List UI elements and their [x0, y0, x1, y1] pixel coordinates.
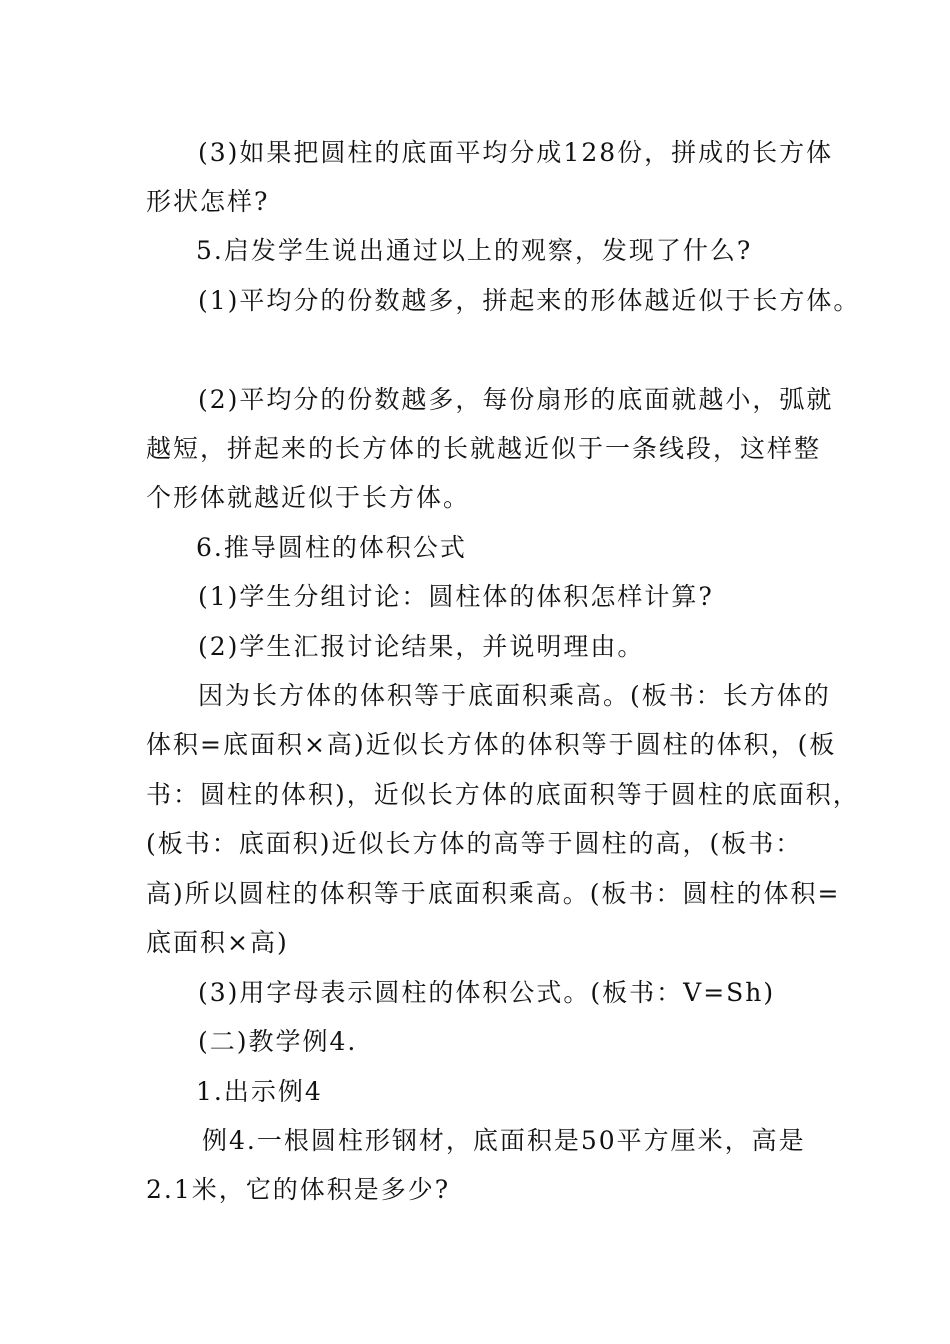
text-line: 个形体就越近似于长方体。 — [146, 483, 471, 512]
text-line: (2)平均分的份数越多，每份扇形的底面就越小，弧就 — [198, 385, 834, 414]
text-line: 底面积×高) — [146, 928, 289, 957]
text-line: 2.1米，它的体积是多少? — [146, 1175, 451, 1204]
text-line: 书：圆柱的体积)，近似长方体的底面积等于圆柱的底面积， — [146, 780, 860, 809]
text-line: (1)平均分的份数越多，拼起来的形体越近似于长方体。 — [198, 286, 861, 315]
text-line: (二)教学例4. — [198, 1027, 358, 1056]
text-line: 因为长方体的体积等于底面积乘高。(板书：长方体的 — [198, 681, 831, 710]
text-line: (2)学生汇报讨论结果，并说明理由。 — [198, 632, 645, 661]
text-line: 例4.一根圆柱形钢材，底面积是50平方厘米，高是 — [202, 1126, 806, 1155]
text-line: (3)如果把圆柱的底面平均分成128份，拼成的长方体 — [198, 138, 834, 167]
text-line: 6.推导圆柱的体积公式 — [196, 533, 467, 562]
text-line: (板书：底面积)近似长方体的高等于圆柱的高，(板书： — [146, 829, 803, 858]
text-line: 1.出示例4 — [196, 1077, 323, 1106]
text-line: 形状怎样? — [146, 187, 270, 216]
text-line: 越短，拼起来的长方体的长就越近似于一条线段，这样整 — [146, 434, 822, 463]
text-line: 5.启发学生说出通过以上的观察，发现了什么? — [196, 236, 753, 265]
text-line: 高)所以圆柱的体积等于底面积乘高。(板书：圆柱的体积= — [146, 879, 841, 908]
text-line: 体积=底面积×高)近似长方体的体积等于圆柱的体积，(板 — [146, 730, 837, 759]
text-line: (3)用字母表示圆柱的体积公式。(板书：V=Sh) — [198, 978, 776, 1007]
text-line: (1)学生分组讨论：圆柱体的体积怎样计算? — [198, 582, 714, 611]
